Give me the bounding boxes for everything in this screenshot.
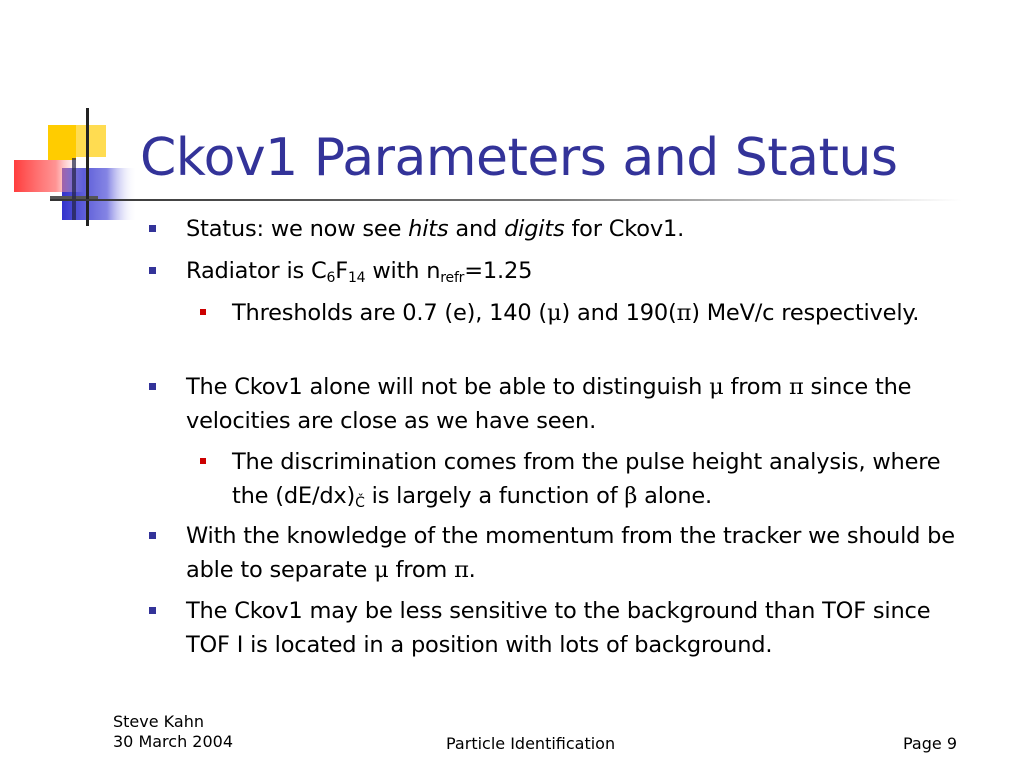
bullet-marker — [149, 607, 156, 614]
footer-date: 30 March 2004 — [113, 732, 234, 751]
bullet-radiator: Radiator is $C_6F_{14}$ with $n_{refr}=1.25$ — [186, 254, 976, 288]
footer-author: Steve Kahn — [113, 712, 204, 731]
slide-title: Ckov1 Parameters and Status — [140, 128, 898, 188]
footer-title: Particle Identification — [446, 734, 616, 753]
bullet-marker — [149, 225, 156, 232]
bullet-marker — [149, 532, 156, 539]
bullet-ckov1-alone: The Ckov1 alone will not be able to distinguish μ from π since the velocities are close as we have seen. — [186, 370, 976, 438]
sub-bullet-marker — [200, 309, 206, 315]
bullet-marker — [149, 267, 156, 274]
sub-bullet-discrimination: The discrimination comes from the pulse height analysis, where the $(dE/dx)_Č$ is largely a function of β alone. — [232, 445, 972, 513]
title-divider — [50, 199, 962, 201]
sub-bullet-thresholds: Thresholds are 0.7 (e), 140 (μ) and 190(π) MeV/c respectively. — [232, 296, 972, 330]
footer-page-number: Page 9 — [903, 734, 957, 753]
sub-bullet-marker — [200, 458, 206, 464]
bullet-marker — [149, 383, 156, 390]
bullet-momentum: With the knowledge of the momentum from the tracker we should be able to separate μ from π. — [186, 519, 976, 587]
footer-author-date — [113, 712, 233, 752]
bullet-status: Status: we now see hits and digits for Ckov1. — [186, 212, 976, 246]
decorative-squares-logo — [0, 0, 140, 240]
bullet-tof: The Ckov1 may be less sensitive to the background than TOF since TOF I is located in a position with lots of background. — [186, 594, 976, 662]
